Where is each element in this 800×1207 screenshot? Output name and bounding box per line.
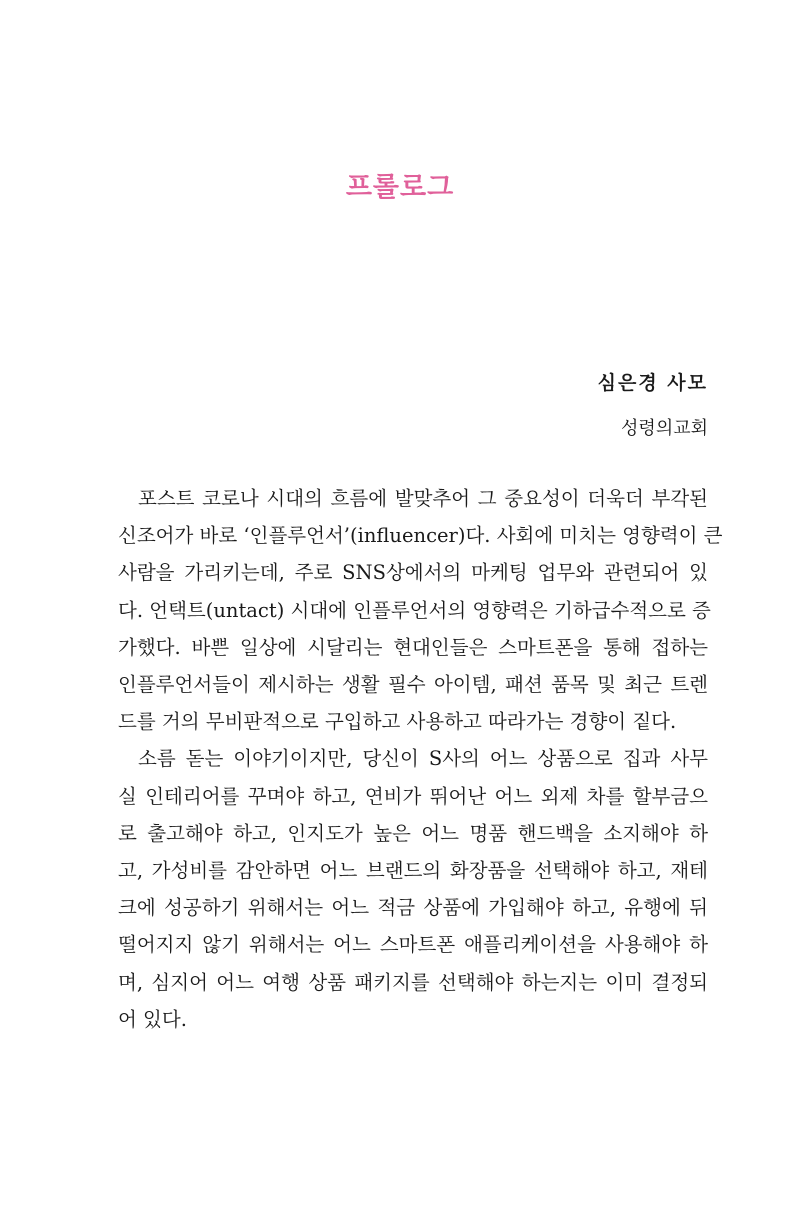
text-line: 로 출고해야 하고, 인지도가 높은 어느 명품 핸드백을 소지해야 하 [118,821,708,845]
text-line: 고, 가성비를 감안하면 어느 브랜드의 화장품을 선택해야 하고, 재테 [118,859,708,883]
author-block [598,366,708,446]
author-church: 성령의교회 [621,418,708,439]
body-text [118,480,723,1038]
text-line: 드를 거의 무비판적으로 구입하고 사용하고 따라가는 경향이 짙다. [118,710,677,734]
text-line: 인플루언서들이 제시하는 생활 필수 아이템, 패션 품목 및 최근 트렌 [118,673,708,697]
chapter-title: 프롤로그 [345,172,455,203]
text-line: 다. 언택트(untact) 시대에 인플루언서의 영향력은 기하급수적으로 증 [118,598,711,622]
text-line: 실 인테리어를 꾸며야 하고, 연비가 뛰어난 어느 외제 차를 할부금으 [118,784,708,808]
text-line: 며, 심지어 어느 여행 상품 패키지를 선택해야 하는지는 이미 결정되 [118,970,708,994]
text-line: 크에 성공하기 위해서는 어느 적금 상품에 가입해야 하고, 유행에 뒤 [118,896,708,920]
text-line: 떨어지지 않기 위해서는 어느 스마트폰 애플리케이션을 사용해야 하 [118,933,708,957]
text-line: 소름 돋는 이야기이지만, 당신이 S사의 어느 상품으로 집과 사무 [138,747,708,771]
author-name: 심은경 사모 [597,372,708,394]
text-line: 신조어가 바로 ‘인플루언서’(influencer)다. 사회에 미치는 영향력이 큰 [118,524,723,548]
text-line: 가했다. 바쁜 일상에 시달리는 현대인들은 스마트폰을 통해 접하는 [118,635,708,659]
paragraph-2 [118,740,708,1038]
paragraph-1 [118,480,723,740]
text-line: 포스트 코로나 시대의 흐름에 발맞추어 그 중요성이 더욱더 부각된 [138,487,708,510]
text-line: 사람을 가리키는데, 주로 SNS상에서의 마케팅 업무와 관련되어 있 [118,561,708,585]
text-line: 어 있다. [118,1007,187,1031]
